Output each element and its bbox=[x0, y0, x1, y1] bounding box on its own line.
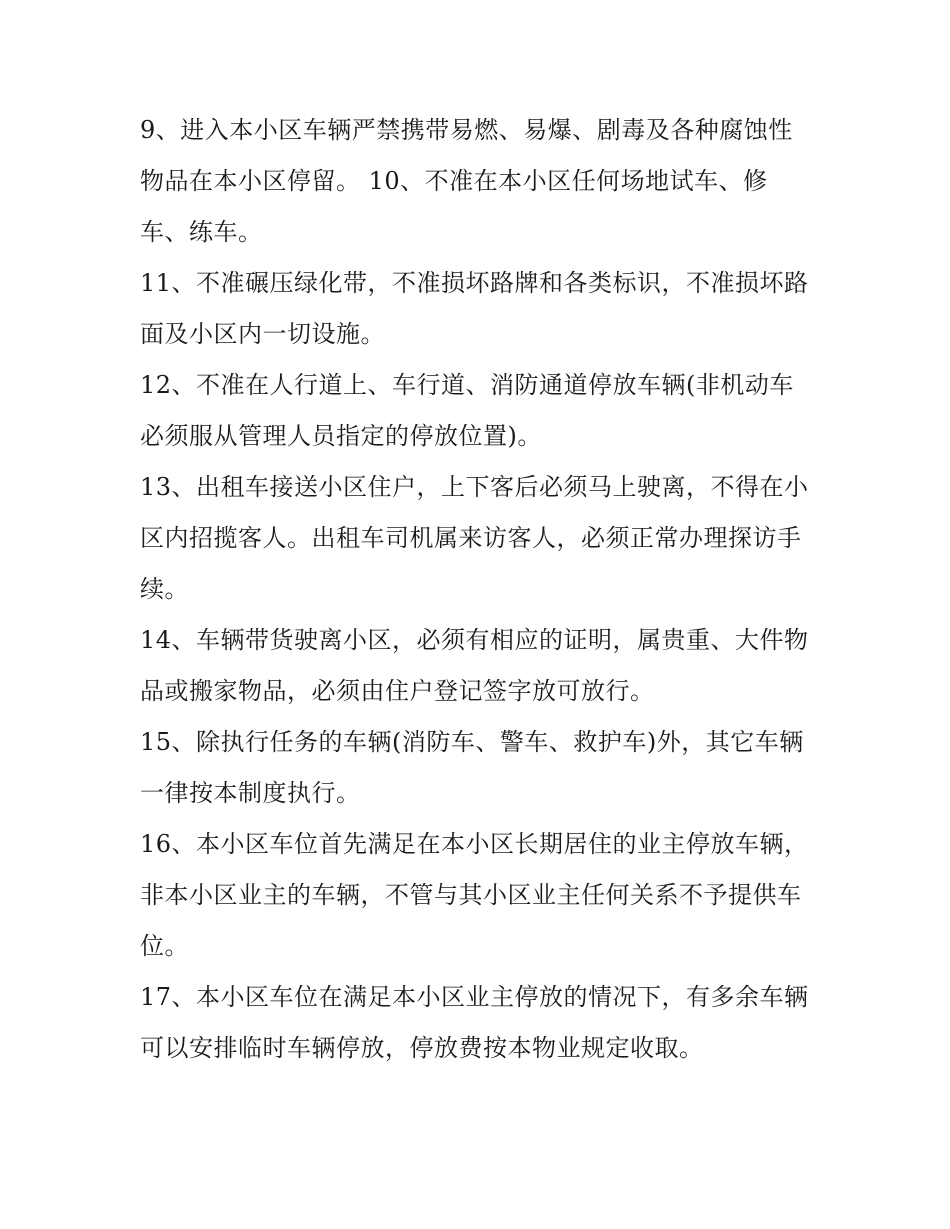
rule-9-line-1: 9、进入本小区车辆严禁携带易燃、易爆、剧毒及各种腐蚀性 bbox=[140, 116, 793, 144]
document-body bbox=[140, 105, 820, 1074]
rule-16-line-1: 16、本小区车位首先满足在本小区长期居住的业主停放车辆， bbox=[140, 830, 809, 858]
rule-17-line-1: 17、本小区车位在满足本小区业主停放的情况下，有多余车辆 bbox=[140, 983, 809, 1011]
rule-12-line-1: 12、不准在人行道上、车行道、消防通道停放车辆(非机动车 bbox=[140, 371, 794, 399]
rule-15-line-1: 15、除执行任务的车辆(消防车、警车、救护车)外，其它车辆 bbox=[140, 728, 804, 756]
rule-14-line-2: 品或搬家物品，必须由住户登记签字放可放行。 bbox=[140, 677, 655, 705]
rule-13-line-2: 区内招揽客人。出租车司机属来访客人，必须正常办理探访手 bbox=[140, 524, 802, 552]
rule-13-line-1: 13、出租车接送小区住户，上下客后必须马上驶离，不得在小 bbox=[140, 473, 809, 501]
rule-11-line-1: 11、不准碾压绿化带，不准损坏路牌和各类标识，不准损坏路 bbox=[140, 269, 809, 297]
rule-9-line-2: 物品在本小区停留。 10、不准在本小区任何场地试车、修 bbox=[140, 167, 768, 195]
rule-14-line-1: 14、车辆带货驶离小区，必须有相应的证明，属贵重、大件物 bbox=[140, 626, 809, 654]
rule-11-line-2: 面及小区内一切设施。 bbox=[140, 320, 385, 348]
rule-16-line-2: 非本小区业主的车辆，不管与其小区业主任何关系不予提供车 bbox=[140, 881, 802, 909]
rule-13-line-3: 续。 bbox=[140, 575, 189, 603]
rule-10-line-2: 车、练车。 bbox=[140, 218, 263, 246]
rule-16-line-3: 位。 bbox=[140, 932, 189, 960]
rule-15-line-2: 一律按本制度执行。 bbox=[140, 779, 361, 807]
rule-17-line-2: 可以安排临时车辆停放，停放费按本物业规定收取。 bbox=[140, 1034, 704, 1062]
rule-12-line-2: 必须服从管理人员指定的停放位置)。 bbox=[140, 422, 542, 450]
